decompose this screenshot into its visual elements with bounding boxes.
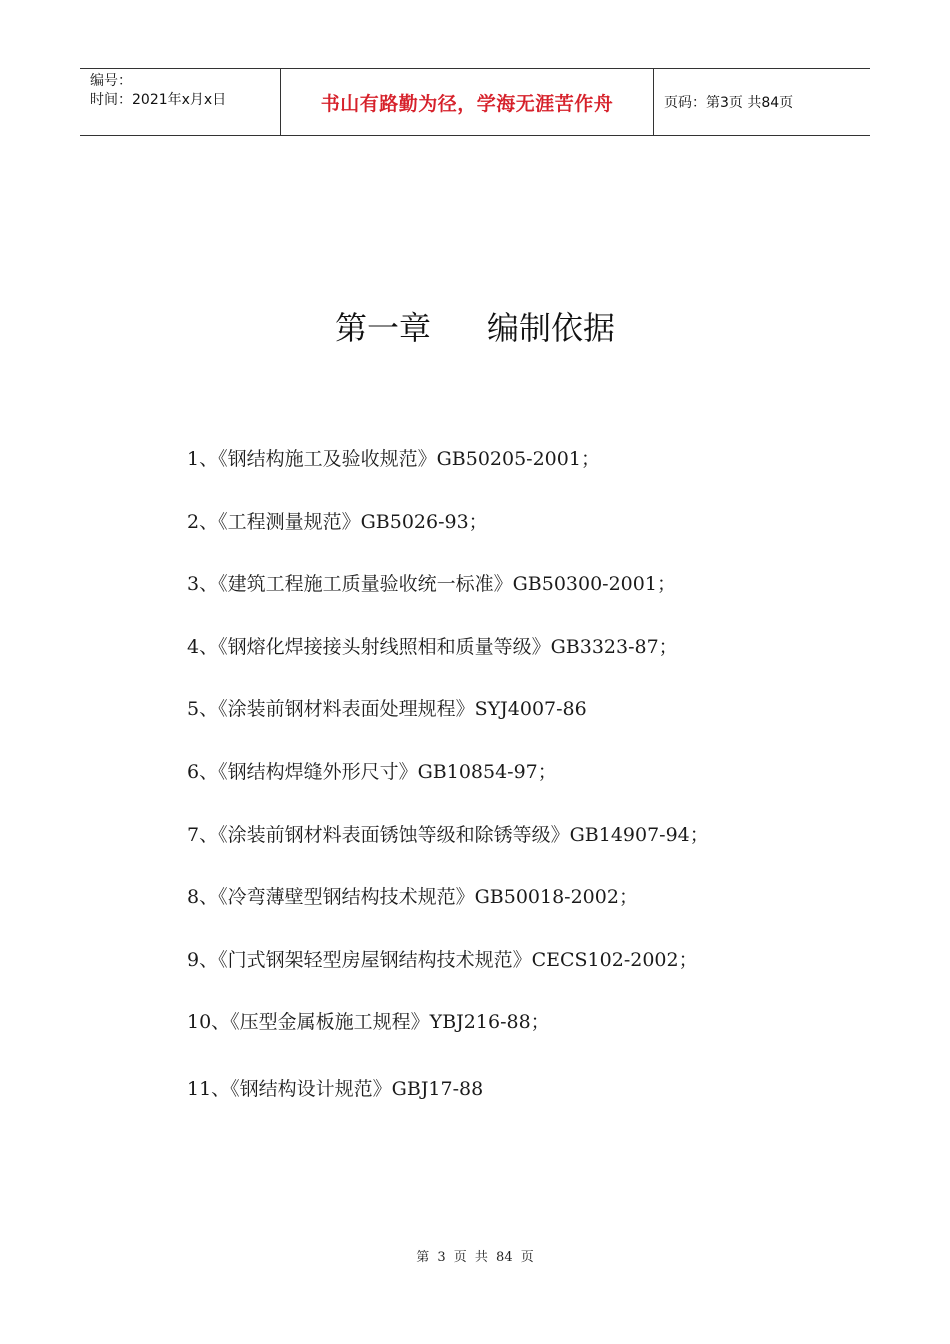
reference-item-11: 11、《钢结构设计规范》GBJ17-88 [187,1077,484,1100]
reference-item-2: 2、《工程测量规范》GB5026-93； [187,510,488,533]
footer-page-number: 第 3 页 共 84 页 [416,1250,534,1265]
reference-item-4: 4、《钢熔化焊接接头射线照相和质量等级》GB3323-87； [187,635,678,658]
page-info: 页码：第3页 共84页 [664,95,794,111]
header-motto-cell [281,69,654,135]
chapter-number: 第一章 [334,309,431,347]
reference-item-10: 10、《压型金属板施工规程》YBJ216-88； [187,1011,550,1034]
page-footer [0,1246,950,1265]
reference-item-8: 8、《冷弯薄壁型钢结构技术规范》GB50018-2002； [187,886,638,909]
motto-text: 书山有路勤为径，学海无涯苦作舟 [320,92,614,115]
reference-item-9: 9、《门式钢架轻型房屋钢结构技术规范》CECS102-2002； [187,948,698,971]
chapter-heading [0,306,950,350]
reference-item-1: 1、《钢结构施工及验收规范》GB50205-2001； [187,448,600,470]
reference-item-7: 7、《涂装前钢材料表面锈蚀等级和除锈等级》GB14907-94； [187,823,709,846]
header-meta-cell [80,69,281,135]
reference-item-3: 3、《建筑工程施工质量验收统一标准》GB50300-2001； [187,573,676,596]
reference-item-6: 6、《钢结构焊缝外形尺寸》GB10854-97； [187,760,557,783]
reference-item-5: 5、《涂装前钢材料表面处理规程》SYJ4007-86 [187,698,587,721]
header-page-cell [654,69,870,135]
date-line: 时间：2021年x月x日 [90,92,227,108]
serial-number-label: 编号： [90,73,132,89]
chapter-title: 编制依据 [487,309,616,347]
reference-list [187,444,709,1137]
document-header [80,68,870,136]
